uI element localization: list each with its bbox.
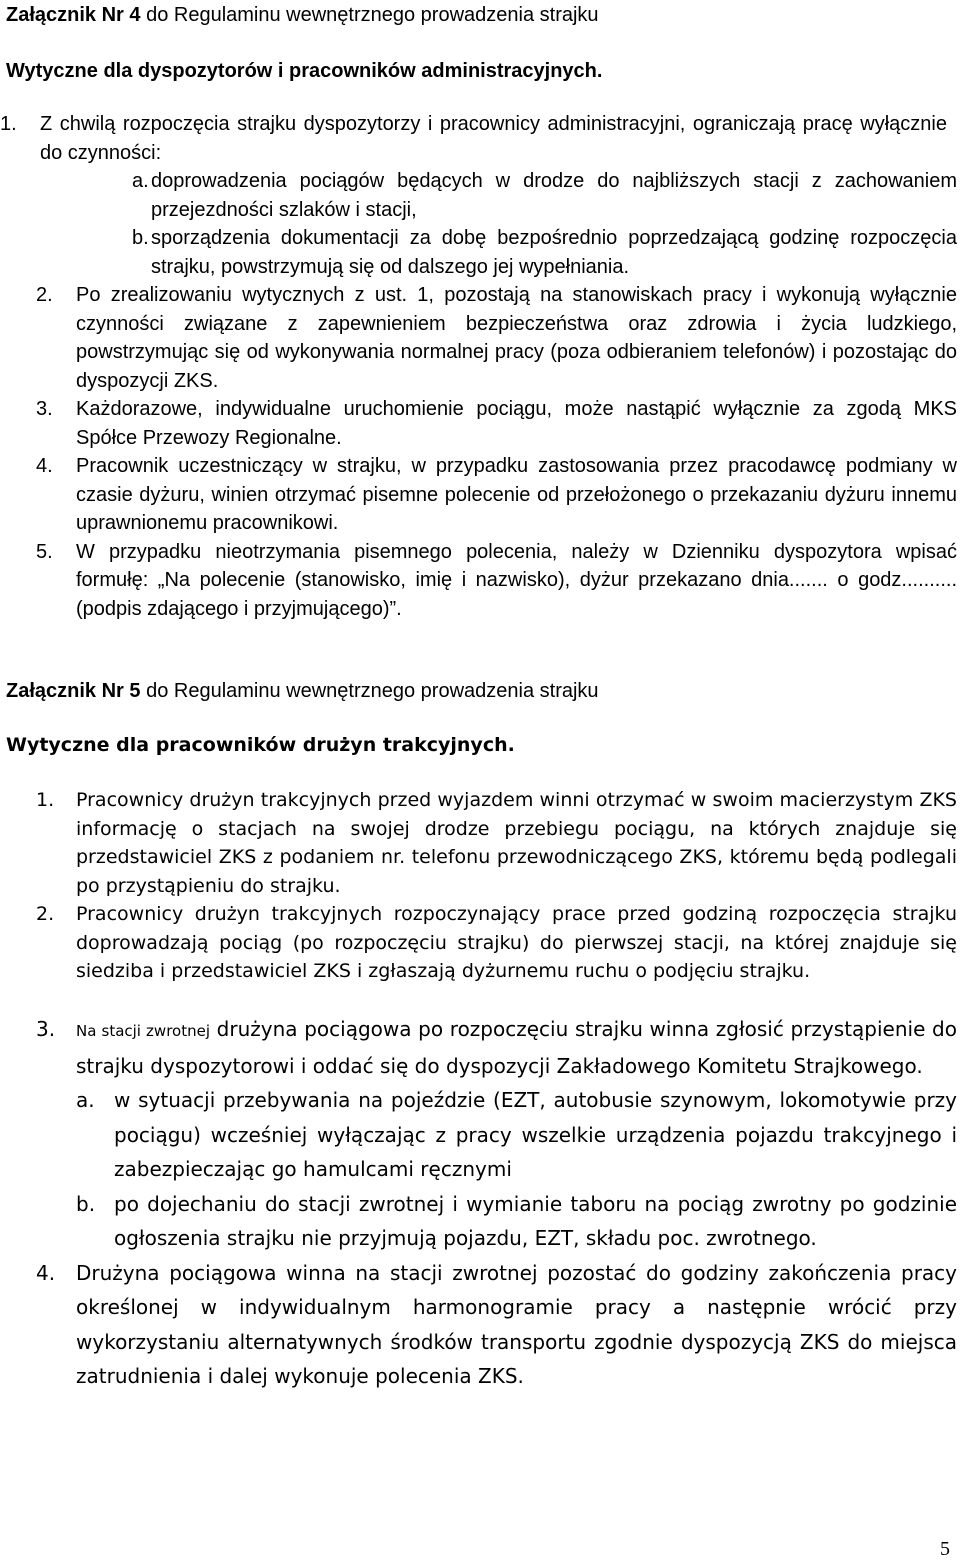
item-text: Każdorazowe, indywidualne uruchomienie pociągu, może nastąpić wyłącznie za zgodą MKS Spółce Przewozy Regionalne. [76,398,957,449]
annex-4-heading [6,3,599,27]
list-item [36,281,957,395]
annex-5-subtitle: Wytyczne dla pracowników drużyn trakcyjnych. [6,734,515,756]
item-text: Pracownicy drużyn trakcyjnych przed wyjazdem winni otrzymać w swoim macierzystym ZKS informację o stacjach na swojej drodze przebiegu pociągu, na których znajduje się przedstawiciel ZKS z podaniem nr. telefonu przewodniczącego ZKS, któremu będą podlegali po przystąpieniu do strajku. [76,789,957,897]
annex-4-heading-rest: do Regulaminu wewnętrznego prowadzenia strajku [140,4,599,26]
annex-4-subtitle: Wytyczne dla dyspozytorów i pracowników administracyjnych. [6,60,603,82]
item-number: 2. [36,284,53,306]
sub-item-letter: a. [76,1088,95,1112]
item-number: 4. [36,1260,56,1285]
sub-item-text: w sytuacji przebywania na pojeździe (EZT, autobusie szynowym, lokomotywie przy pociągu) wcześniej wyłączając z pracy wszelkie urządzenia pojazdu trakcyjnego i zabezpieczając go hamulcami ręcznymi [114,1088,957,1181]
sub-item-letter: b. [76,1191,96,1216]
sub-item-text: po dojechaniu do stacji zwrotnej i wymianie taboru na pociąg zwrotny po godzinie ogłoszenia strajku nie przyjmują pojazdu, EZT, składu poc. zwrotnego. [114,1191,957,1250]
item-number: 1. [36,789,55,811]
item-number: 2. [36,903,55,925]
item-text: Po zrealizowaniu wytycznych z ust. 1, pozostają na stanowiskach pracy i wykonują wyłącznie czynności związane z zapewnieniem bezpieczeństwa oraz zdrowia i życia ludzkiego, powstrzymując się od wykonywania normalnej pracy (poza odbieraniem telefonów) i pozostając do dyspozycji ZKS. [76,284,957,392]
item-number: 1. [0,113,17,135]
annex-5-list [0,786,960,986]
sub-item-letter: b. [132,227,149,249]
item-text: Z chwilą rozpoczęcia strajku dyspozytorzy i pracownicy administracyjni, ograniczają pracę wyłącznie do czynności: [40,113,947,164]
annex-5-prefix: Załącznik Nr 5 [6,680,141,702]
item-text-small: Na stacji zwrotnej [76,1022,210,1040]
sub-item [76,1083,957,1187]
item-number: 3. [36,398,53,420]
sub-item [132,224,957,281]
list-item [36,786,957,900]
item-text: drużyna pociągowa po rozpoczęciu strajku winna zgłosić przystąpienie do strajku dyspozytorowi i oddać się do dyspozycji Zakładowego Komitetu Strajkowego. [76,1017,957,1078]
annex-5-heading [6,679,599,703]
annex-5-list-continued [0,1012,960,1394]
item-number: 4. [36,455,53,477]
list-item [36,395,957,452]
sub-item [132,167,957,224]
sub-item-text: sporządzenia dokumentacji za dobę bezpośrednio poprzedzającą godzinę rozpoczęcia strajku, powstrzymują się od dalszego jej wypełniania. [151,227,957,278]
sub-item [76,1187,957,1256]
item-text: Pracownicy drużyn trakcyjnych rozpoczynający prace przed godziną rozpoczęcia strajku doprowadzają pociąg (po rozpoczęciu strajku) do pierwszej stacji, na której znajduje się siedziba i przedstawiciel ZKS i zgłaszają dyżurnemu ruchu o podjęciu strajku. [76,903,957,982]
list-item [36,452,957,538]
sub-item-text: doprowadzenia pociągów będących w drodze do najbliższych stacji z zachowaniem przejezdności szlaków i stacji, [151,170,957,221]
page-number: 5 [940,1538,950,1560]
list-item [0,110,947,167]
sub-item-letter: a. [132,170,149,192]
annex-4-prefix: Załącznik Nr 4 [6,4,141,26]
item-text: W przypadku nieotrzymania pisemnego polecenia, należy w Dzienniku dyspozytora wpisać formułę: „Na polecenie (stanowisko, imię i nazwisko), dyżur przekazano dnia....... o godz.......... (podpis zdającego i przyjmującego)”. [76,540,957,620]
list-item [36,1012,957,1083]
item-text: Drużyna pociągowa winna na stacji zwrotnej pozostać do godziny zakończenia pracy określonej w indywidualnym harmonogramie pracy a następnie wrócić przy wykorzystaniu alternatywnych środków transportu zgodnie dyspozycją ZKS do miejsca zatrudnienia i dalej wykonuje polecenia ZKS. [76,1260,957,1388]
annex-5-heading-rest: do Regulaminu wewnętrznego prowadzenia strajku [140,680,599,702]
item-text: Pracownik uczestniczący w strajku, w przypadku zastosowania przez pracodawcę podmiany w czasie dyżuru, winien otrzymać pisemne polecenie od przełożonego o przekazaniu dyżuru innemu uprawnionemu pracownikowi. [76,455,957,534]
item-number: 5. [36,540,53,563]
item-number: 3. [36,1017,56,1041]
list-item [36,900,957,986]
list-item [36,1256,957,1394]
list-item [36,538,957,624]
annex-4-list [0,110,960,623]
